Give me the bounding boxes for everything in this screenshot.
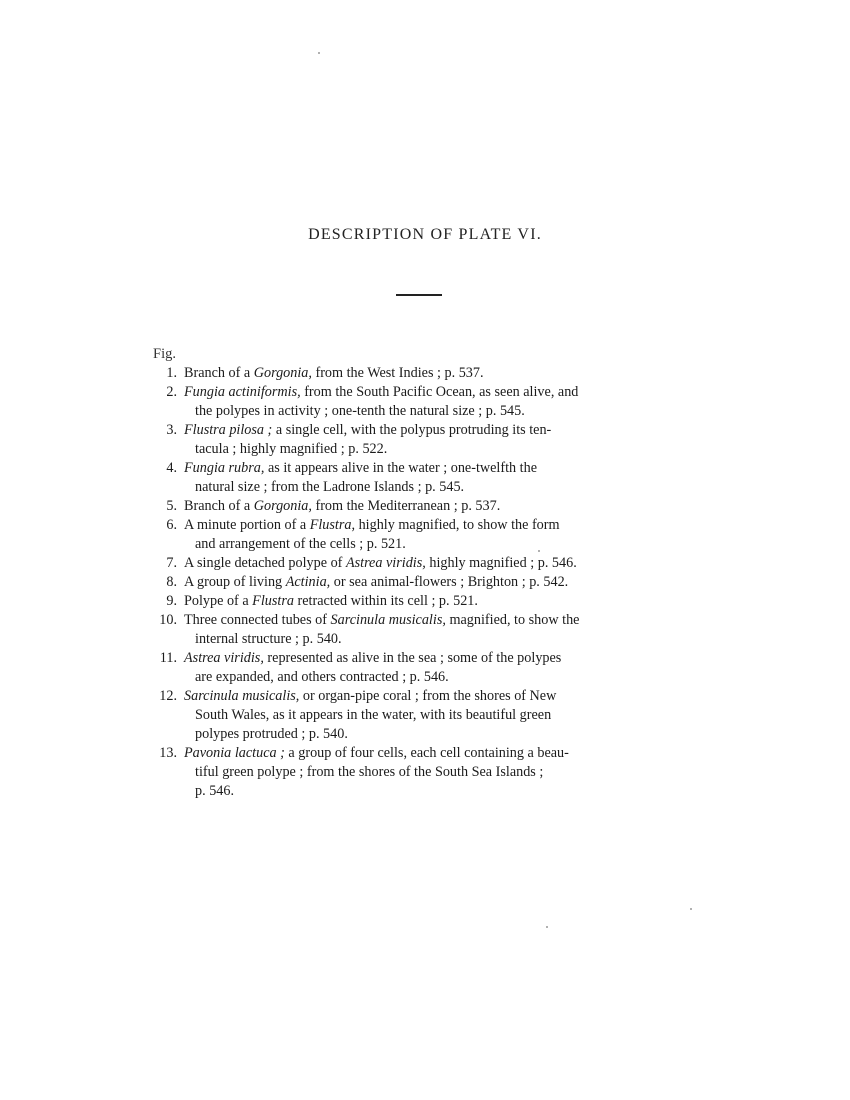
species-name: Astrea viridis, (184, 650, 264, 666)
description-text: A minute portion of a (184, 517, 310, 533)
description-text: Three connected tubes of (184, 612, 331, 628)
description-text: tiful green polype ; from the shores of the South Sea Islands ; (195, 764, 544, 780)
description-line (184, 668, 693, 687)
figure-description (184, 554, 693, 573)
description-text: or organ-pipe coral ; from the shores of New (299, 688, 557, 704)
description-text: magnified, to show the (445, 612, 580, 628)
figure-description (184, 516, 693, 554)
figure-entry (153, 497, 693, 516)
description-line (184, 592, 693, 611)
figure-entry (153, 687, 693, 744)
description-text: A single detached polype of (184, 555, 346, 571)
species-name: Fungia rubra, (184, 460, 265, 476)
description-line (184, 611, 693, 630)
description-line (184, 763, 693, 782)
figure-number: 2. (166, 384, 177, 400)
description-text: a single cell, with the polypus protruding its ten- (272, 422, 552, 438)
description-line (184, 782, 693, 801)
description-text: from the Mediterranean ; p. 537. (311, 498, 501, 514)
figure-number: 11. (159, 650, 177, 666)
description-line (184, 687, 693, 706)
print-speck (538, 550, 540, 552)
species-name: Flustra, (309, 517, 356, 533)
figure-description (184, 421, 693, 459)
description-line (184, 459, 693, 478)
figure-number: 12. (159, 688, 177, 704)
description-line (184, 554, 693, 573)
description-line (184, 744, 693, 763)
description-text: Branch of a (184, 498, 254, 514)
description-line (184, 421, 693, 440)
species-name: Gorgonia, (253, 498, 312, 514)
figure-entry (153, 554, 693, 573)
species-name: Actinia, (285, 574, 331, 590)
figure-entry (153, 573, 693, 592)
figure-number: 6. (166, 517, 177, 533)
description-line (184, 516, 693, 535)
description-text: polypes protruded ; p. 540. (195, 726, 348, 742)
description-line (184, 440, 693, 459)
description-text: are expanded, and others contracted ; p. 546. (195, 669, 449, 685)
species-name: Astrea viridis, (345, 555, 426, 571)
figure-number: 3. (166, 422, 177, 438)
page-title: DESCRIPTION OF PLATE VI. (308, 226, 542, 243)
species-name: Pavonia lactuca ; (184, 745, 285, 761)
description-text: tacula ; highly magnified ; p. 522. (195, 441, 388, 457)
description-text: highly magnified ; p. 546. (425, 555, 577, 571)
fig-label: Fig. (153, 346, 176, 362)
figure-description (184, 744, 693, 801)
figure-description (184, 497, 693, 516)
figure-entry (153, 383, 693, 421)
figure-number: 10. (159, 612, 177, 628)
species-name: Flustra pilosa ; (184, 422, 273, 438)
description-text: p. 546. (195, 783, 235, 799)
description-line (184, 725, 693, 744)
description-text: the polypes in activity ; one-tenth the natural size ; p. 545. (195, 403, 525, 419)
description-line (184, 630, 693, 649)
description-line (184, 573, 693, 592)
figure-entry (153, 611, 693, 649)
figure-entry (153, 364, 693, 383)
description-text: highly magnified, to show the form (355, 517, 560, 533)
figure-number: 13. (159, 745, 177, 761)
description-line (184, 706, 693, 725)
figure-description (184, 592, 693, 611)
figure-entry (153, 459, 693, 497)
description-text: or sea animal-flowers ; Brighton ; p. 542. (330, 574, 569, 590)
description-text: South Wales, as it appears in the water, with its beautiful green (195, 707, 552, 723)
print-speck (318, 52, 320, 54)
description-text: from the West Indies ; p. 537. (311, 365, 484, 381)
description-text: from the South Pacific Ocean, as seen alive, and (300, 384, 579, 400)
figure-number: 4. (166, 460, 177, 476)
description-text: represented as alive in the sea ; some of the polypes (263, 650, 562, 666)
figure-description (184, 687, 693, 744)
figure-entry (153, 649, 693, 687)
description-text: natural size ; from the Ladrone Islands ; p. 545. (195, 479, 465, 495)
figure-description (184, 573, 693, 592)
description-text: as it appears alive in the water ; one-twelfth the (264, 460, 538, 476)
species-name: Sarcinula musicalis, (184, 688, 300, 704)
description-text: internal structure ; p. 540. (195, 631, 342, 647)
figure-list (153, 364, 693, 801)
description-line (184, 497, 693, 516)
species-name: Sarcinula musicalis, (330, 612, 446, 628)
description-line (184, 649, 693, 668)
figure-description (184, 611, 693, 649)
description-line (184, 383, 693, 402)
figure-entry (153, 516, 693, 554)
species-name: Gorgonia, (253, 365, 312, 381)
description-text: retracted within its cell ; p. 521. (293, 593, 478, 609)
description-line (184, 402, 693, 421)
description-line (184, 364, 693, 383)
figure-number: 9. (166, 593, 177, 609)
figure-number: 7. (166, 555, 177, 571)
species-name: Fungia actiniformis, (184, 384, 301, 400)
description-line (184, 535, 693, 554)
description-line (184, 478, 693, 497)
figure-number: 5. (166, 498, 177, 514)
figure-description (184, 364, 693, 383)
description-text: and arrangement of the cells ; p. 521. (195, 536, 406, 552)
print-speck (690, 908, 692, 910)
figure-entry (153, 744, 693, 801)
figure-number: 8. (166, 574, 177, 590)
figure-description (184, 459, 693, 497)
figure-entry (153, 592, 693, 611)
description-text: Branch of a (184, 365, 254, 381)
species-name: Flustra (252, 593, 294, 609)
print-speck (546, 926, 548, 928)
figure-entry (153, 421, 693, 459)
figure-number: 1. (166, 365, 177, 381)
title-divider (396, 294, 442, 296)
description-text: Polype of a (184, 593, 253, 609)
figure-description (184, 383, 693, 421)
description-text: a group of four cells, each cell containing a beau- (284, 745, 569, 761)
description-text: A group of living (184, 574, 286, 590)
figure-description (184, 649, 693, 687)
